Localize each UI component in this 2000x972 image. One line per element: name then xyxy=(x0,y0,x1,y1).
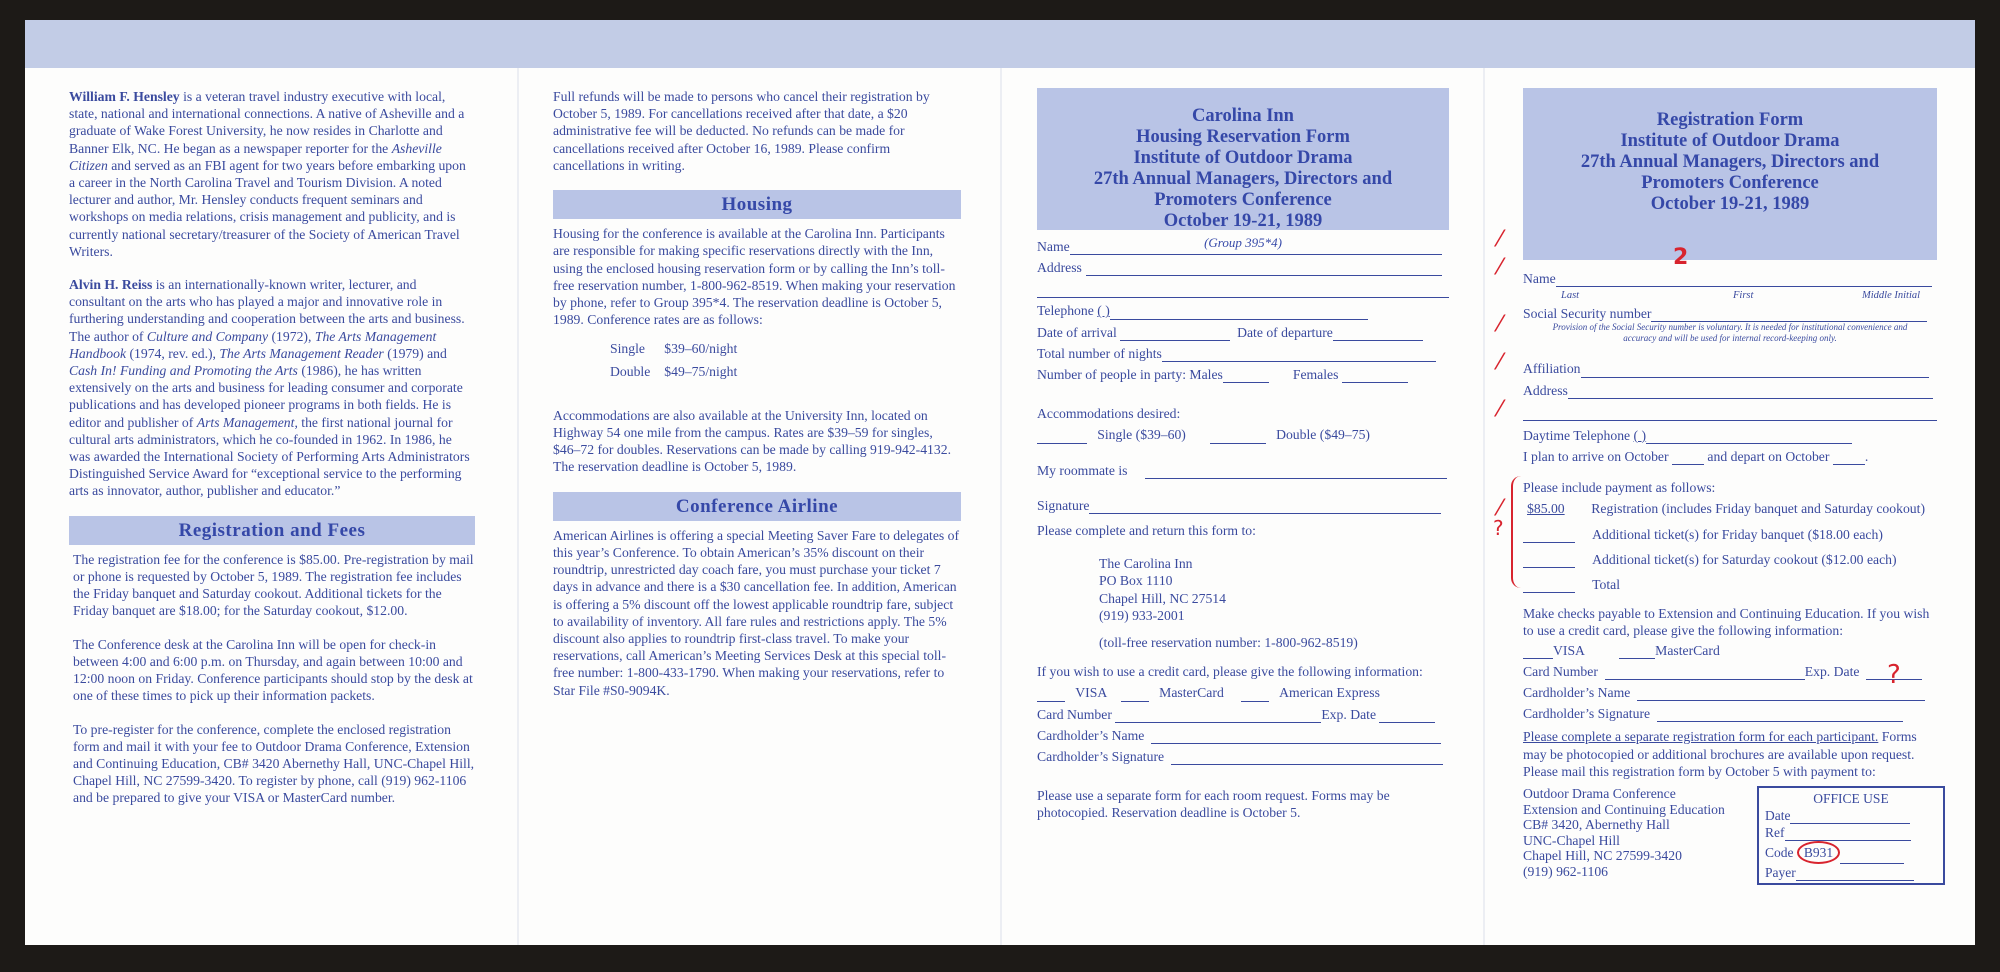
mailing-section xyxy=(1523,786,1937,886)
reg-cardholder-signature-field[interactable]: Cardholder’s Signature xyxy=(1523,705,1937,722)
nights-field[interactable]: Total number of nights xyxy=(1037,345,1449,362)
rates-table xyxy=(608,338,751,384)
panel-housing-form xyxy=(1037,88,1449,838)
accommodations-label: Accommodations desired: xyxy=(1037,406,1181,422)
fold-line xyxy=(1483,68,1485,945)
card-number-field[interactable]: Card Number Exp. Date xyxy=(1037,706,1449,723)
panel-registration-form xyxy=(1523,88,1937,886)
name-field[interactable]: Name xyxy=(1037,238,1449,255)
registration-fees-heading: Registration and Fees xyxy=(69,516,475,545)
rate-row: Double $49–75/night xyxy=(610,363,738,379)
reg-name-field[interactable]: Name xyxy=(1523,270,1937,287)
reg-cardholder-name-field[interactable]: Cardholder’s Name xyxy=(1523,684,1937,701)
rate-row: Single $39–60/night xyxy=(610,341,738,357)
red-question-mark: ? xyxy=(1493,516,1504,540)
red-ssn-mark: 2 xyxy=(1673,245,1689,270)
reg-address-field[interactable]: Address xyxy=(1523,382,1937,399)
housing-heading: Housing xyxy=(553,190,961,219)
red-dash-mark: ⁄ xyxy=(1498,350,1502,375)
housing-form-title: Carolina Inn Housing Reservation Form Institute of Outdoor Drama 27th Annual Managers, Directors and Promoters Conference October 19-21, 1989 (Group 395*4) xyxy=(1037,88,1449,230)
payment-instructions: Please include payment as follows: xyxy=(1523,480,1716,496)
brochure-sheet xyxy=(25,20,1975,945)
airline-heading: Conference Airline xyxy=(553,492,961,521)
registration-fee-line[interactable]: $85.00 Registration (includes Friday banquet and Saturday cookout) xyxy=(1527,501,1926,517)
cardholder-name-field[interactable]: Cardholder’s Name xyxy=(1037,727,1449,744)
ssn-field[interactable]: Social Security number xyxy=(1523,305,1937,322)
airline-text: American Airlines is offering a special Meeting Saver Fare to delegates of this year’s Conference. To obtain American’s 35% discount on their roundtrip, unrestricted day coach fare, you must purchase your ticket 7 days in advance and there is a $30 cancellation fee. In addition, American is offering a 5% discount off the lowest applicable roundtrip fare, subject to availability of inventory. All fare rules and restrictions apply. The 5% discount also applies to roundtrip first-class travel. To make your reservations, call American’s Meeting Services Desk at this special toll-free number: 1-800-433-1790. When making your reservations, refer to Star File #S0-9094K. xyxy=(553,527,960,698)
affiliation-field[interactable]: Affiliation xyxy=(1523,360,1937,377)
bio-reiss: Alvin H. Reiss is an internationally-known writer, lecturer, and consultant on the arts who has played a major and innovative role in furthering understanding and cooperation between the arts and business. The author of Culture and Company (1972), The Arts Management Handbook (1974, rev. ed.), The Arts Management Reader (1979) and Cash In! Funding and Promoting the Arts (1986), he has written extensively on the arts and business for leading consumer and corporate publications and has developed pioneer programs in both fields. He is editor and publisher of Arts Management, the first national journal for cultural arts administrators, which he co-founded in 1962. In 1986, he was awarded the International Society of Performing Arts Administrators Distinguished Service Award for “exceptional service to the performing arts as innovator, author, publisher and educator.” xyxy=(69,277,470,499)
panel-speakers xyxy=(69,88,475,823)
people-field[interactable]: Number of people in party: Males Females xyxy=(1037,366,1449,383)
roommate-field[interactable]: My roommate is xyxy=(1037,462,1449,479)
card-type-field[interactable]: VISA MasterCard American Express xyxy=(1037,684,1449,701)
saturday-ticket-line[interactable]: Additional ticket(s) for Saturday cookout ($12.00 each) xyxy=(1523,551,1937,568)
panel-housing xyxy=(553,88,961,715)
refund-text: Full refunds will be made to persons who cancel their registration by October 5, 1989. For cancellations received after that date, a $20 administrative fee will be deducted. No refunds can be made for cancellations received after October 16, 1989. Please confirm cancellations in writing. xyxy=(553,89,930,173)
office-use-box: OFFICE USE Date Ref Code B931 Payer xyxy=(1757,786,1945,885)
university-inn-text: Accommodations are also available at the University Inn, located on Highway 54 one mile from the campus. Rates are $39–59 for singles, $46–72 for doubles. Reservations can be made by calling 919-942-4132. The reservation deadline is October 5, 1989. xyxy=(553,407,951,475)
red-dash-mark: ⁄ xyxy=(1498,397,1502,422)
dates-field[interactable]: Date of arrival Date of departure xyxy=(1037,324,1449,341)
checks-instructions: Make checks payable to Extension and Continuing Education. If you wish to use a credit card, please give the following information: xyxy=(1523,606,1930,639)
preregister-text: To pre-register for the conference, complete the enclosed registration form and mail it with your fee to Outdoor Drama Conference, Extension and Continuing Education, CB# 3420 Abernethy Hall, UNC-Chapel Hill, Chapel Hill, NC 27599-3420. To register by phone, call (919) 962-1106 and be prepared to give your VISA or MasterCard number. xyxy=(73,721,475,806)
return-instructions: Please complete and return this form to: xyxy=(1037,523,1256,539)
red-dash-mark: ⁄ xyxy=(1498,496,1502,521)
reg-address-line-2[interactable] xyxy=(1523,403,1937,421)
credit-card-instructions: If you wish to use a credit card, please give the following information: xyxy=(1037,664,1423,680)
address-line-2[interactable] xyxy=(1037,280,1449,298)
top-color-band xyxy=(25,20,1975,68)
signature-field[interactable]: Signature xyxy=(1037,497,1449,514)
red-question-mark: ? xyxy=(1887,660,1901,690)
separate-form-note: Please complete a separate registration form for each participant. Forms may be photocopied or additional brochures are available upon request. Please mail this registration form by October 5 with payment to: xyxy=(1523,729,1917,779)
arrival-departure-field[interactable]: I plan to arrive on October and depart on October . xyxy=(1523,449,1869,465)
registration-form-title: Registration Form Institute of Outdoor Drama 27th Annual Managers, Directors and Promoters Conference October 19-21, 1989 xyxy=(1523,88,1937,260)
telephone-field[interactable]: Telephone ( ) xyxy=(1037,302,1449,319)
carolina-inn-address: The Carolina Inn PO Box 1110 Chapel Hill, NC 27514 (919) 933-2001 (toll-free reservation number: 1-800-962-8519) xyxy=(1099,556,1358,651)
room-type-field[interactable]: Single ($39–60) Double ($49–75) xyxy=(1037,426,1449,443)
red-dash-mark: ⁄ xyxy=(1498,312,1502,337)
bio-hensley: William F. Hensley is a veteran travel industry executive with local, state, national and international connections. A native of Asheville and a graduate of Wake Forest University, he now resides in Charlotte and Banner Elk, NC. He began as a newspaper reporter for the Asheville Citizen and served as an FBI agent for two years before embarking upon a career in the North Carolina Travel and Tourism Division. A noted lecturer and author, Mr. Hensley conducts frequent seminars and workshops on media relations, crisis management and publicity, and is currently national secretary/treasurer of the Society of American Travel Writers. xyxy=(69,89,466,259)
address-field[interactable]: Address xyxy=(1037,259,1449,276)
housing-text: Housing for the conference is available at the Carolina Inn. Participants are responsible for making specific reservations directly with the Inn, using the enclosed housing reservation form or by calling the Inn’s toll-free reservation number, 1-800-962-8519. When making your reservation by phone, refer to Group 395*4. The reservation deadline is October 5, 1989. Conference rates are as follows: xyxy=(553,226,956,328)
red-dash-mark: ⁄ xyxy=(1498,227,1502,252)
red-dash-mark: ⁄ xyxy=(1498,255,1502,280)
ssn-note: Provision of the Social Security number is voluntary. It is needed for institutional convenience and accuracy and will be used for internal record-keeping only. xyxy=(1552,322,1908,344)
fold-line xyxy=(517,68,519,945)
daytime-telephone-field[interactable]: Daytime Telephone ( ) xyxy=(1523,427,1937,444)
reg-card-number-field[interactable]: Card Number Exp. Date xyxy=(1523,663,1937,680)
red-bracket xyxy=(1511,476,1523,588)
checkin-text: The Conference desk at the Carolina Inn will be open for check-in between 4:00 and 6:00 p.m. on Thursday, and again between 10:00 and 12:00 noon on Friday. Conference participants should stop by the desk at one of these times to pick up their information packets. xyxy=(73,636,473,704)
fold-line xyxy=(1000,68,1002,945)
reg-card-type-field[interactable]: VISA MasterCard xyxy=(1523,642,1937,659)
cardholder-signature-field[interactable]: Cardholder’s Signature xyxy=(1037,748,1449,765)
code-circle: B931 xyxy=(1797,841,1840,864)
registration-fee-text: The registration fee for the conference is $85.00. Pre-registration by mail or phone is requested by October 5, 1989. The registration fee includes the Friday banquet and Saturday cookout. Additional tickets for the Friday banquet are $18.00; for the Saturday cookout, $12.00. xyxy=(73,551,474,619)
total-line[interactable]: Total xyxy=(1523,576,1937,593)
housing-form-footer: Please use a separate form for each room request. Forms may be photocopied. Reservation deadline is October 5. xyxy=(1037,788,1390,821)
mailing-address: Outdoor Drama Conference Extension and Continuing Education CB# 3420, Abernethy Hall UNC-Chapel Hill Chapel Hill, NC 27599-3420 (919) 962-1106 xyxy=(1523,786,1725,879)
friday-ticket-line[interactable]: Additional ticket(s) for Friday banquet ($18.00 each) xyxy=(1523,526,1937,543)
name-sublabels: Last First Middle Initial xyxy=(1561,290,1921,302)
